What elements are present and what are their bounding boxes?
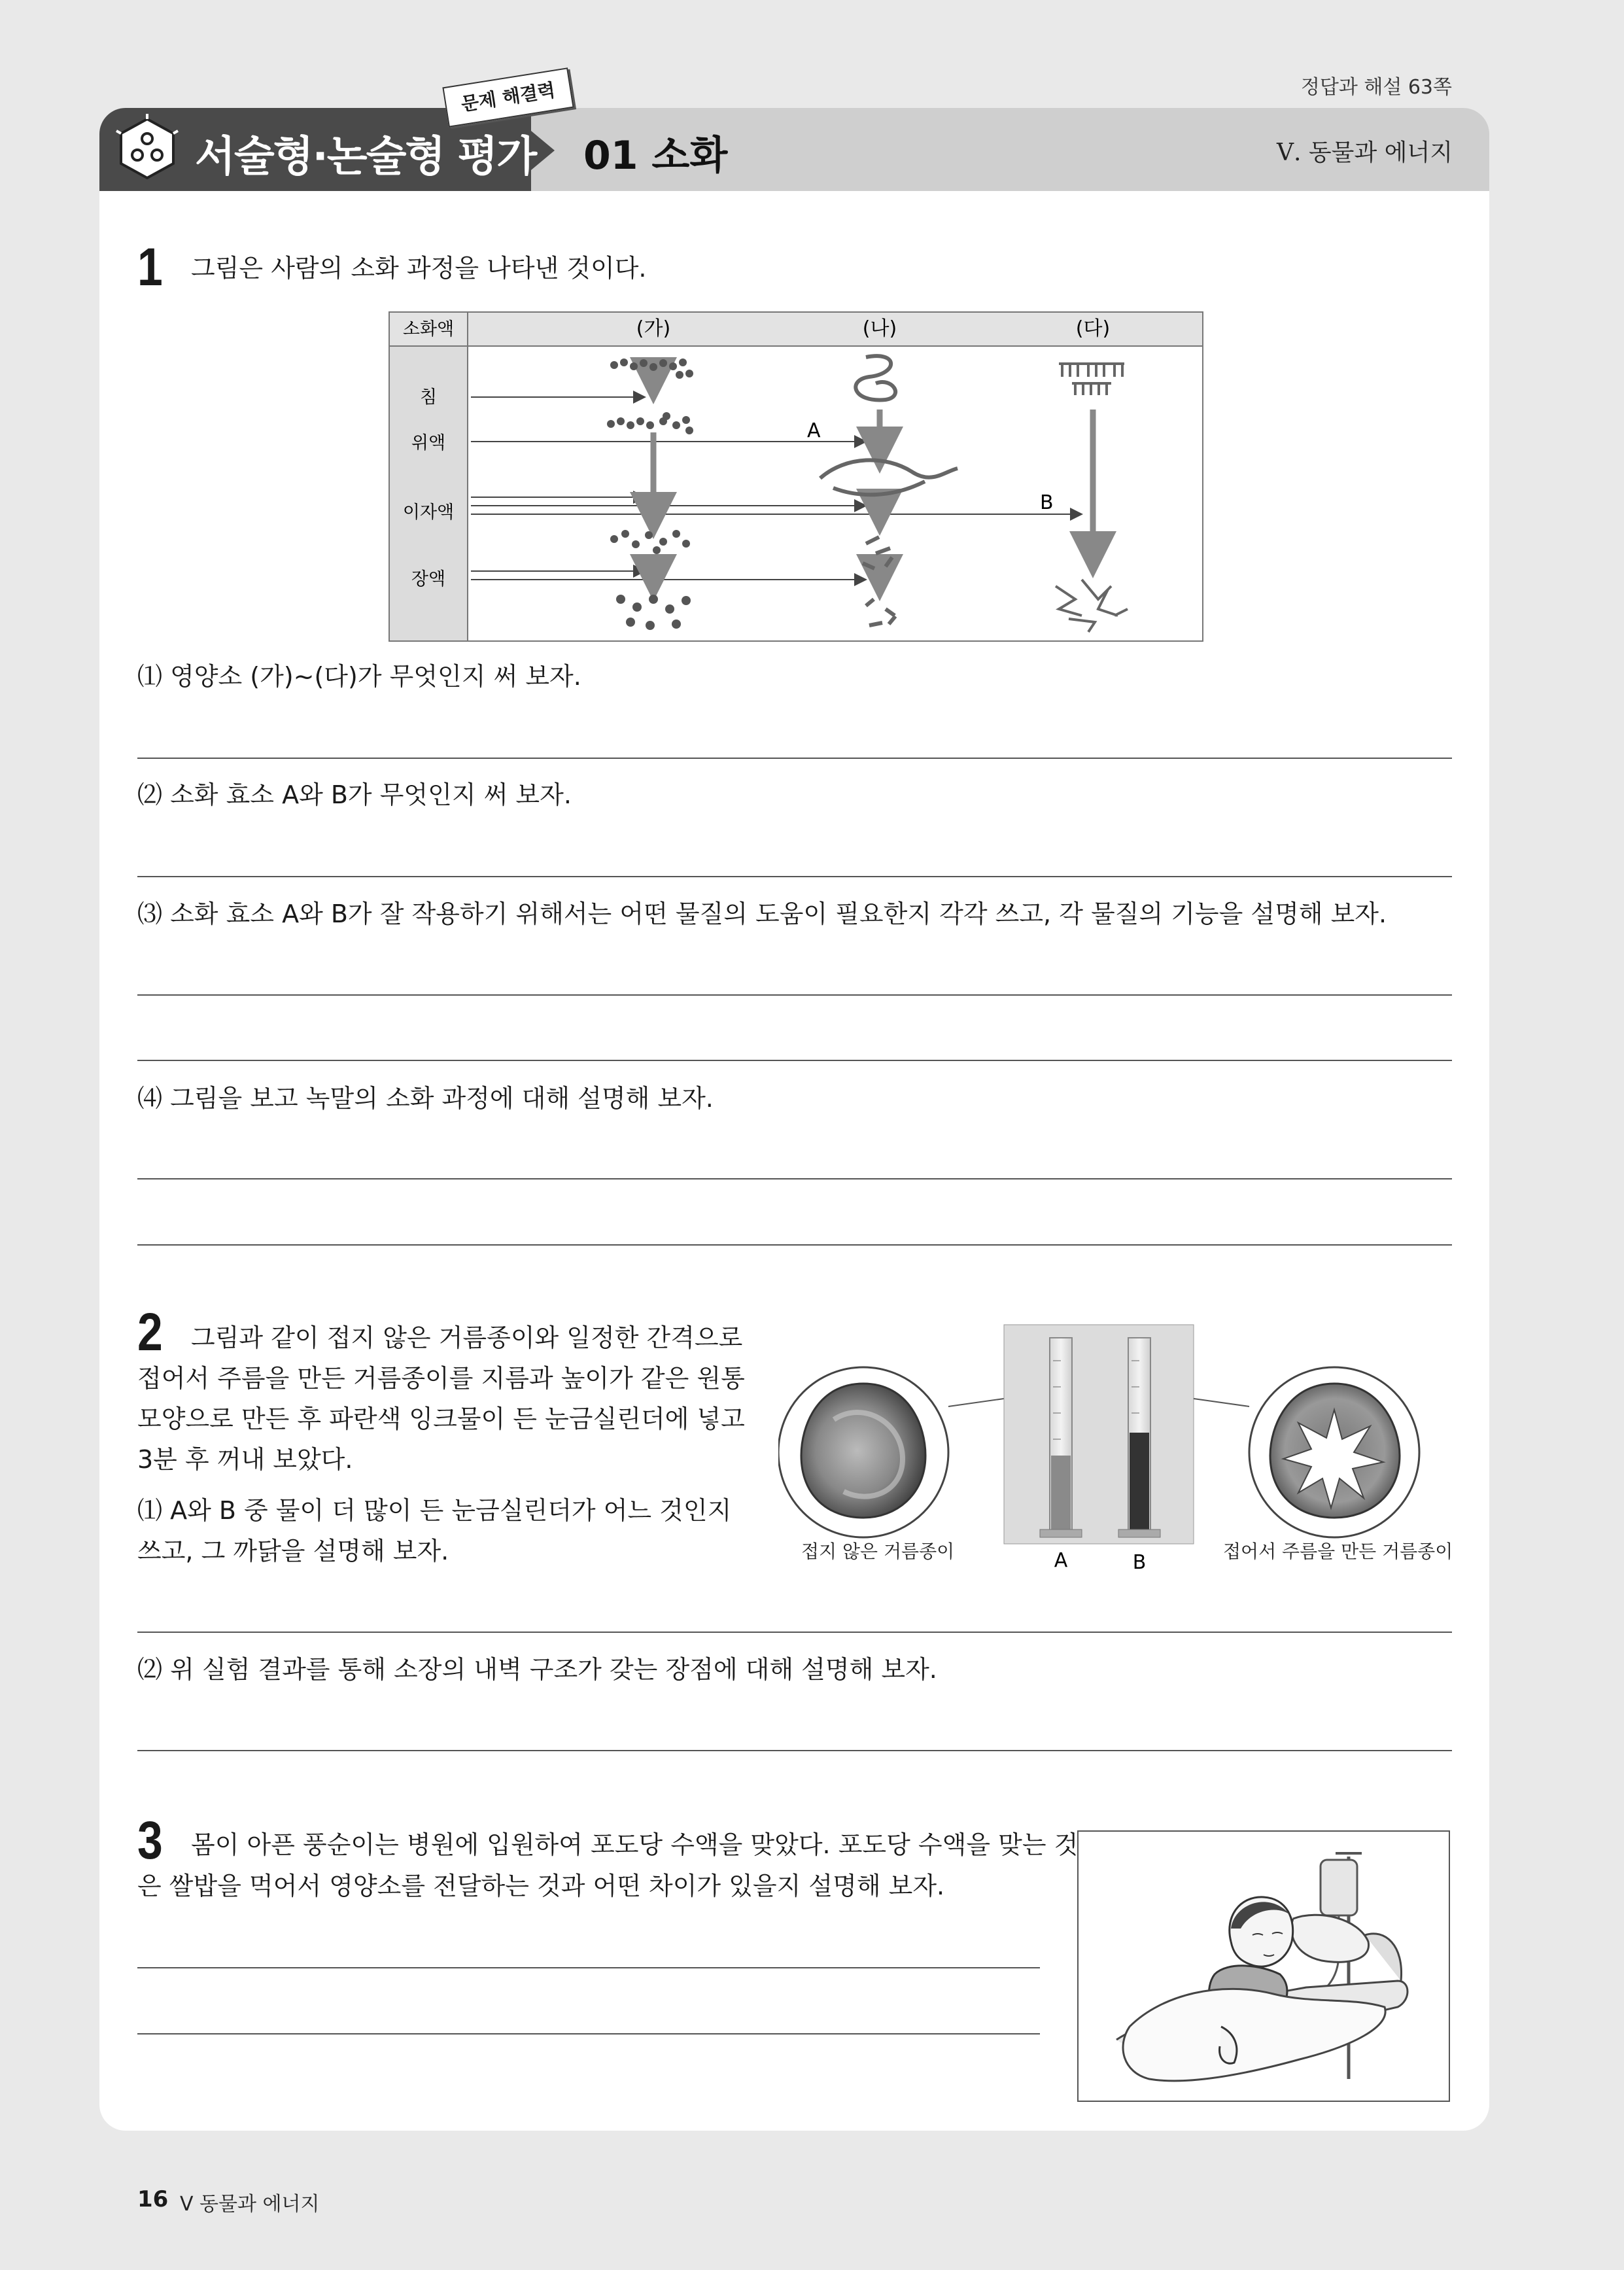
enzyme-b-label: B	[1040, 491, 1054, 514]
molecule-icon	[111, 113, 183, 184]
cylinder-a-label: A	[1054, 1549, 1068, 1570]
digestion-diagram	[389, 311, 1203, 642]
question-number-1: 1	[137, 237, 163, 297]
unit-label: Ⅴ. 동물과 에너지	[1277, 139, 1453, 166]
question-number-2: 2	[137, 1302, 163, 1362]
digestive-juice-header: 소화액	[402, 319, 455, 340]
row-saliva: 침	[419, 387, 438, 408]
question-2-sub-1-line: 쓰고, 그 까닭을 설명해 보자.	[137, 1537, 449, 1565]
column-na: (나)	[862, 317, 897, 340]
row-intestinal-juice: 장액	[411, 569, 446, 589]
column-ga: (가)	[636, 317, 671, 340]
question-2-prompt-line: 3분 후 꺼내 보았다.	[137, 1445, 353, 1474]
question-1-prompt: 그림은 사람의 소화 과정을 나타낸 것이다.	[191, 254, 647, 283]
answer-line[interactable]	[137, 1632, 1452, 1633]
folded-paper-caption: 접어서 주름을 만든 거름종이	[1223, 1541, 1453, 1562]
question-1-sub-2: ⑵ 소화 효소 A와 B가 무엇인지 써 보자.	[137, 780, 572, 809]
page-number: 16	[137, 2186, 169, 2212]
filter-paper-figure	[778, 1321, 1459, 1570]
answer-line[interactable]	[137, 2033, 1040, 2034]
question-2-prompt-line: 그림과 같이 접지 않은 거름종이와 일정한 간격으로	[191, 1323, 743, 1352]
question-2-sub-1-line: ⑴ A와 B 중 물이 더 많이 든 눈금실린더가 어느 것인지	[137, 1496, 732, 1525]
question-2-prompt-line: 모양으로 만든 후 파란색 잉크물이 든 눈금실린더에 넣고	[137, 1405, 745, 1433]
question-3-prompt-line: 은 쌀밥을 먹어서 영양소를 전달하는 것과 어떤 차이가 있을지 설명해 보자.	[137, 1872, 945, 1900]
section-title: 서술형·논술형 평가	[195, 133, 536, 181]
question-number-3: 3	[137, 1811, 163, 1870]
question-1-sub-4: ⑷ 그림을 보고 녹말의 소화 과정에 대해 설명해 보자.	[137, 1084, 714, 1113]
iv-patient-illustration	[1077, 1830, 1450, 2102]
problem-solving-badge: 문제 해결력	[442, 67, 574, 128]
answer-line[interactable]	[137, 1244, 1452, 1246]
answer-page-reference: 정답과 해설 63쪽	[1300, 76, 1452, 99]
question-2-prompt-line: 접어서 주름을 만든 거름종이를 지름과 높이가 같은 원통	[137, 1364, 745, 1393]
answer-line[interactable]	[137, 758, 1452, 759]
footer-unit-label: Ⅴ 동물과 에너지	[180, 2193, 320, 2216]
cylinder-b-label: B	[1132, 1551, 1147, 1570]
answer-line[interactable]	[137, 1178, 1452, 1179]
row-pancreatic-juice: 이자액	[402, 502, 455, 523]
column-da: (다)	[1075, 317, 1111, 340]
answer-line[interactable]	[137, 876, 1452, 877]
question-2-sub-2: ⑵ 위 실험 결과를 통해 소장의 내벽 구조가 갖는 장점에 대해 설명해 보자.	[137, 1655, 937, 1684]
question-3-prompt-line: 몸이 아픈 풍순이는 병원에 입원하여 포도당 수액을 맞았다. 포도당 수액을 맞는 것	[191, 1830, 1079, 1859]
question-1-sub-3: ⑶ 소화 효소 A와 B가 잘 작용하기 위해서는 어떤 물질의 도움이 필요한지 각각 쓰고, 각 물질의 기능을 설명해 보자.	[137, 899, 1387, 928]
iv-bag-icon	[1321, 1860, 1357, 1915]
answer-line[interactable]	[137, 994, 1452, 996]
lesson-title: 01 소화	[583, 133, 728, 179]
enzyme-a-label: A	[807, 419, 821, 442]
answer-line[interactable]	[137, 1967, 1040, 1968]
row-gastric-juice: 위액	[411, 433, 446, 453]
question-1-sub-1: ⑴ 영양소 (가)~(다)가 무엇인지 써 보자.	[137, 662, 581, 691]
answer-line[interactable]	[137, 1750, 1452, 1751]
answer-line[interactable]	[137, 1060, 1452, 1061]
unfolded-paper-caption: 접지 않은 거름종이	[801, 1541, 955, 1562]
